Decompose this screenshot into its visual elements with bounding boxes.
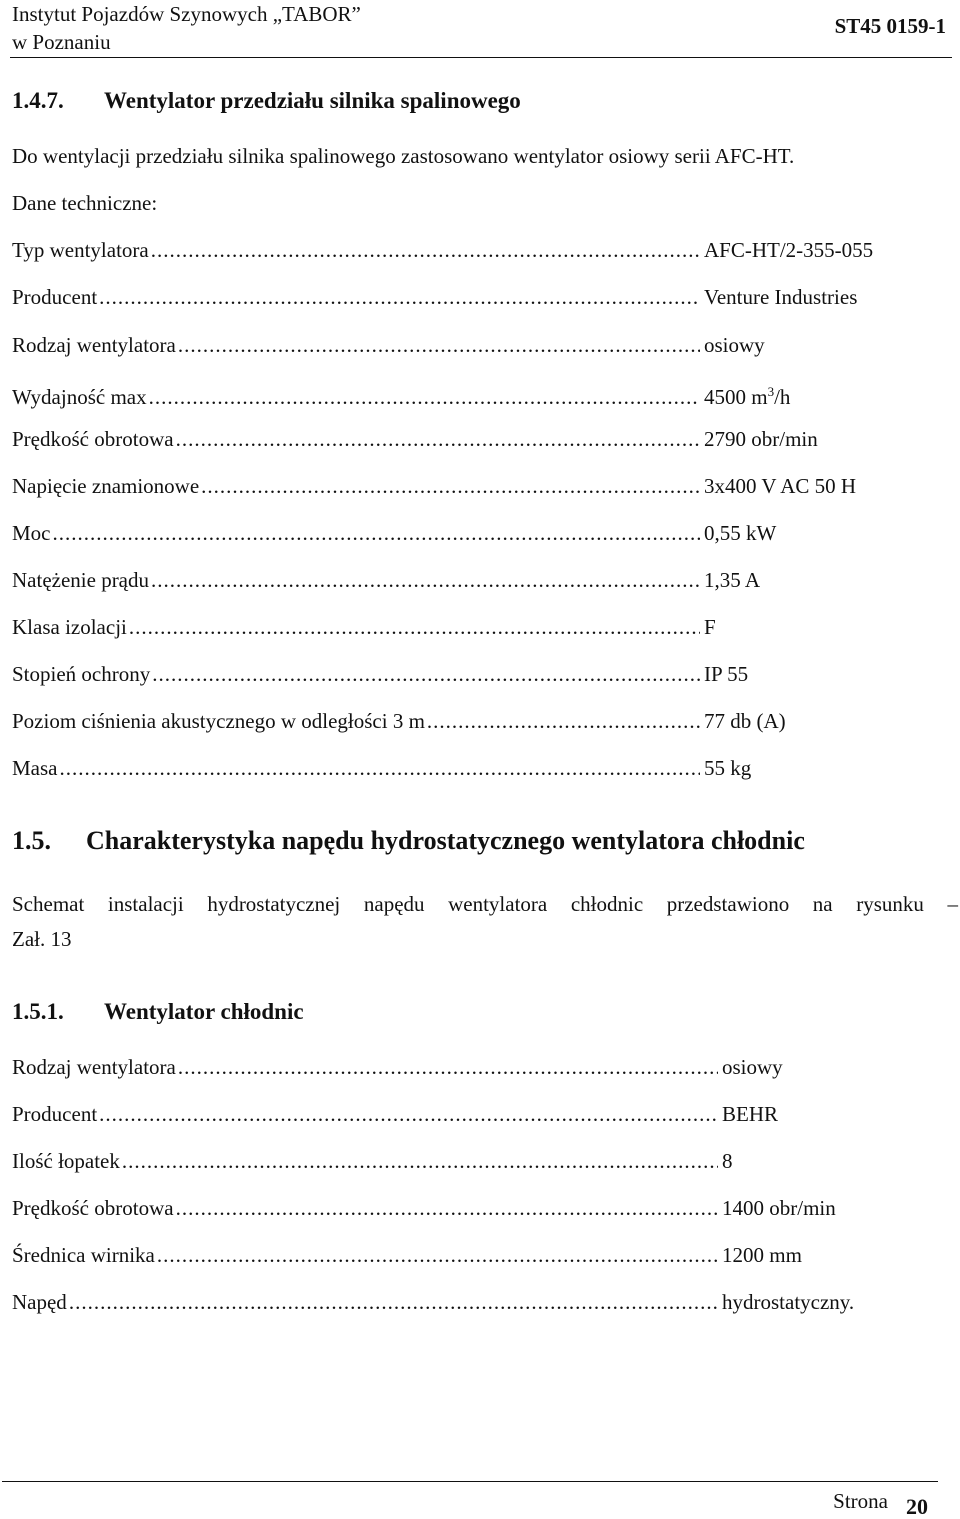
institute-line-1: Instytut Pojazdów Szynowych „TABOR” [12, 2, 361, 26]
paragraph-line-2: Zał. 13 [12, 927, 72, 951]
spec-value: 8 [722, 1149, 733, 1173]
dot-leader [129, 615, 700, 639]
spec-value: 1400 obr/min [722, 1196, 836, 1220]
section-number: 1.5. [12, 826, 51, 855]
dot-leader [427, 709, 700, 733]
spec-label: Natężenie prądu [12, 568, 150, 592]
spec-value: 1200 mm [722, 1243, 802, 1267]
spec-label: Rodzaj wentylatora [12, 1055, 176, 1079]
spec-value: 55 kg [704, 756, 752, 780]
spec-value: Venture Industries [704, 285, 858, 309]
spec-value-base: 4500 m [704, 385, 768, 409]
page-header [0, 0, 960, 58]
spec-row [12, 285, 892, 309]
spec-row [12, 380, 892, 409]
page-footer [833, 1488, 928, 1519]
spec-row [12, 1196, 892, 1220]
header-divider [10, 57, 952, 58]
spec-label: Moc [12, 521, 51, 545]
dot-leader [99, 285, 700, 309]
dot-leader [149, 385, 700, 409]
institute-name [12, 0, 361, 56]
dot-leader [152, 662, 700, 686]
spec-value: AFC-HT/2-355-055 [704, 238, 874, 262]
spec-value: 77 db (A) [704, 709, 786, 733]
spec-row [12, 427, 892, 451]
dot-leader [178, 333, 700, 357]
spec-row [12, 1055, 892, 1079]
spec-value: 1,35 A [704, 568, 761, 592]
dot-leader [178, 1055, 718, 1079]
spec-row [12, 568, 892, 592]
tech-data-label: Dane techniczne: [12, 191, 158, 215]
spec-row [12, 1290, 892, 1314]
institute-line-2: w Poznaniu [12, 30, 111, 54]
spec-value: F [704, 615, 716, 639]
document-code: ST45 0159-1 [834, 14, 946, 38]
spec-row [12, 238, 892, 262]
page-label: Strona [833, 1489, 888, 1513]
section-number: 1.4.7. [12, 88, 64, 113]
spec-label: Napęd [12, 1290, 67, 1314]
dot-leader [99, 1102, 718, 1126]
dot-leader [176, 1196, 718, 1220]
spec-row [12, 615, 892, 639]
spec-label: Rodzaj wentylatora [12, 333, 176, 357]
spec-value: osiowy [704, 333, 765, 357]
spec-label: Średnica wirnika [12, 1243, 155, 1267]
spec-value: IP 55 [704, 662, 749, 686]
spec-label: Producent [12, 1102, 98, 1126]
dot-leader [151, 238, 700, 262]
spec-label: Prędkość obrotowa [12, 1196, 174, 1220]
section-title: Wentylator chłodnic [104, 999, 304, 1024]
section-number: 1.5.1. [12, 999, 64, 1024]
paragraph-line-1: Schemat instalacji hydrostatycznej napędu wentylatora chłodnic przedstawiono na rysunku – [12, 892, 958, 916]
footer-divider [2, 1481, 938, 1482]
spec-label: Prędkość obrotowa [12, 427, 174, 451]
dot-leader [69, 1290, 718, 1314]
spec-value: 0,55 kW [704, 521, 777, 545]
spec-label: Napięcie znamionowe [12, 474, 200, 498]
spec-label: Typ wentylatora [12, 238, 149, 262]
spec-row [12, 474, 892, 498]
section-heading-1-4-7 [12, 88, 521, 114]
spec-label: Producent [12, 285, 98, 309]
spec-row [12, 1149, 892, 1173]
spec-value [700, 380, 790, 409]
spec-label: Ilość łopatek [12, 1149, 120, 1173]
dot-leader [53, 521, 701, 545]
dot-leader [176, 427, 700, 451]
section-title: Charakterystyka napędu hydrostatycznego wentylatora chłodnic [86, 826, 805, 855]
spec-row [12, 756, 892, 780]
spec-value: hydrostatyczny. [722, 1290, 855, 1314]
spec-value: 2790 obr/min [704, 427, 818, 451]
spec-row [12, 662, 892, 686]
section-heading-1-5-1 [12, 999, 304, 1025]
section-heading-1-5 [12, 826, 805, 856]
dot-leader [60, 756, 701, 780]
spec-row [12, 521, 892, 545]
spec-row [12, 1243, 892, 1267]
spec-value: BEHR [722, 1102, 779, 1126]
dot-leader [151, 568, 700, 592]
page-number: 20 [906, 1494, 928, 1519]
spec-label: Klasa izolacji [12, 615, 127, 639]
spec-value: 3x400 V AC 50 H [704, 474, 857, 498]
spec-label: Wydajność max [12, 385, 147, 409]
spec-label: Masa [12, 756, 58, 780]
spec-row [12, 1102, 892, 1126]
spec-label: Poziom ciśnienia akustycznego w odległości 3 m [12, 709, 425, 733]
dot-leader [157, 1243, 718, 1267]
spec-value-unit: /h [774, 385, 791, 409]
spec-row [12, 333, 892, 357]
spec-label: Stopień ochrony [12, 662, 151, 686]
section-title: Wentylator przedziału silnika spalinowego [104, 88, 521, 113]
intro-paragraph: Do wentylacji przedziału silnika spalinowego zastosowano wentylator osiowy serii AFC-HT. [12, 144, 795, 168]
dot-leader [122, 1149, 718, 1173]
spec-value-superscript: 3 [767, 384, 775, 399]
spec-row [12, 709, 892, 733]
dot-leader [201, 474, 700, 498]
spec-value: osiowy [722, 1055, 783, 1079]
